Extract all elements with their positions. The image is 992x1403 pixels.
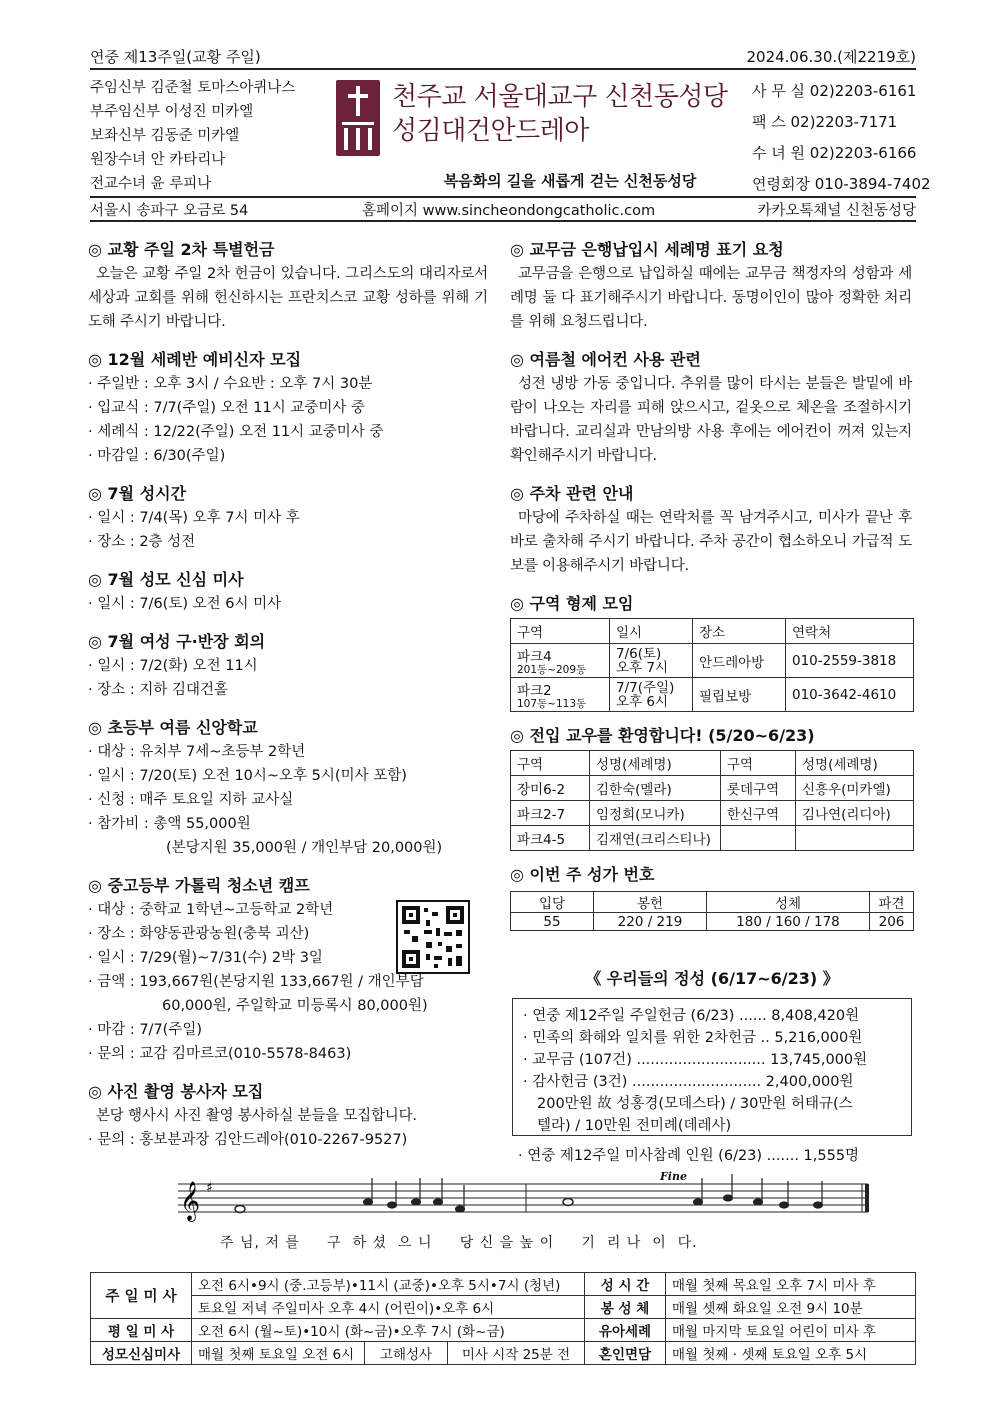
list-item: · 대상 : 유치부 7세~초등부 2학년 bbox=[88, 744, 306, 760]
list-item: (본당지원 35,000원 / 개인부담 20,000원) bbox=[166, 840, 443, 856]
list-item: 텔라) / 10만원 전미례(데레사) bbox=[537, 1118, 732, 1134]
section-body: 마당에 주차하실 때는 연락처를 꼭 남겨주시고, 미사가 끝난 후 바로 출차해 주시기 바랍니다. 주차 공간이 협소하오니 가급적 도보를 이용해주시기 바랍니다. bbox=[510, 510, 912, 574]
infant-baptism-value: 매월 마지막 토요일 어린이 미사 후 bbox=[666, 1319, 916, 1342]
church-name-line2: 성김대건안드레아 bbox=[392, 116, 589, 146]
section-title: ◎ 교무금 은행납입시 세례명 표기 요청 bbox=[510, 240, 784, 259]
table-cell: 010-3642-4610 bbox=[786, 678, 914, 712]
left-column bbox=[88, 238, 488, 1152]
svg-text:♯: ♯ bbox=[206, 1180, 213, 1196]
offerings-box bbox=[512, 998, 912, 1136]
section-title: ◎ 7월 성모 신심 미사 bbox=[88, 570, 244, 589]
fine-mark: Fine bbox=[660, 1170, 687, 1183]
list-item: · 금액 : 193,667원(본당지원 133,667원 / 개인부담 bbox=[88, 974, 424, 990]
list-item: · 연중 제12주일 주일헌금 (6/23) ...... 8,408,420원 bbox=[523, 1008, 860, 1024]
table-cell: 파크4 bbox=[517, 649, 552, 665]
table-row bbox=[91, 1319, 916, 1342]
sunday-mass-label: 주 일 미 사 bbox=[91, 1273, 192, 1319]
table-header: 파견 bbox=[870, 892, 914, 913]
attendance: · 연중 제12주일 미사참례 인원 (6/23) ....... 1,555명 bbox=[518, 1148, 860, 1164]
table-header: 구역 bbox=[721, 751, 796, 776]
table-cell: 신흥우(미카엘) bbox=[796, 776, 914, 801]
table-cell: 55 bbox=[511, 913, 594, 931]
section-title: ◎ 초등부 여름 신앙학교 bbox=[88, 718, 258, 737]
hymn-lyrics: 주 님, 저 를 구 하 셨 으 니 당 신 을 높 이 기 리 나 이 다. bbox=[220, 1235, 698, 1251]
table-cell: 206 bbox=[870, 913, 914, 931]
section-title: ◎ 12월 세례반 예비신자 모집 bbox=[88, 350, 302, 369]
section-title: ◎ 주차 관련 안내 bbox=[510, 484, 634, 503]
section-body: 성전 냉방 가동 중입니다. 추위를 많이 타시는 분들은 발밑에 바람이 나오는 자리를 피해 앉으시고, 겉옷으로 체온을 조절하시기 바랍니다. 교리실과 만남의방 사용 후에는 에어컨이 꺼져 있는지 확인해주시기 바랍니다. bbox=[510, 376, 912, 464]
infant-baptism-label: 유아세례 bbox=[585, 1319, 666, 1342]
clergy-item: 주임신부 김준철 토마스아퀴나스 bbox=[90, 80, 296, 96]
section-title: ◎ 구역 형제 모임 bbox=[510, 594, 634, 613]
issue-date: 2024.06.30.(제2219호) bbox=[746, 48, 916, 66]
sunday-mass-times: 오전 6시•9시 (중.고등부)•11시 (교중)•오후 5시•7시 (청년) bbox=[192, 1273, 585, 1296]
newcomer-table bbox=[510, 750, 914, 851]
section-body: 오늘은 교황 주일 2차 헌금이 있습니다. 그리스도의 대리자로서 세상과 교회를 위해 헌신하시는 프란치스코 교황 성하를 위해 기도해 주시기 바랍니다. bbox=[88, 266, 488, 330]
table-cell bbox=[721, 826, 796, 851]
marian-mass-value: 매월 첫째 토요일 오전 6시 bbox=[192, 1342, 365, 1365]
table-row bbox=[511, 644, 914, 678]
table-cell: 010-2559-3818 bbox=[786, 644, 914, 678]
section-title: ◎ 중고등부 가톨릭 청소년 캠프 bbox=[88, 876, 310, 895]
section-title: ◎ 7월 여성 구·반장 회의 bbox=[88, 632, 266, 651]
table-header: 성체 bbox=[707, 892, 870, 913]
marriage-label: 혼인면담 bbox=[585, 1342, 666, 1365]
district-meeting-table bbox=[510, 618, 914, 712]
table-header: 성명(세례명) bbox=[796, 751, 914, 776]
table-header: 성명(세례명) bbox=[590, 751, 721, 776]
qr-code-icon[interactable] bbox=[396, 900, 470, 974]
table-header-row bbox=[511, 751, 914, 776]
table-cell: 107동~113동 bbox=[517, 698, 587, 710]
list-item: · 세례식 : 12/22(주일) 오전 11시 교중미사 중 bbox=[88, 424, 384, 440]
table-row bbox=[511, 678, 914, 712]
section-title: ◎ 사진 촬영 봉사자 모집 bbox=[88, 1082, 264, 1101]
weekday-mass-times: 오전 6시 (월~토)•10시 (화~금)•오후 7시 (화~금) bbox=[192, 1319, 585, 1342]
table-cell: 201동~209동 bbox=[517, 664, 587, 676]
slogan: 복음화의 길을 새롭게 걷는 신천동성당 bbox=[443, 172, 697, 190]
clergy-item: 보좌신부 김동준 미카엘 bbox=[90, 128, 240, 144]
table-row bbox=[511, 826, 914, 851]
table-cell: 롯데구역 bbox=[721, 776, 796, 801]
list-item: · 입교식 : 7/7(주일) 오전 11시 교중미사 중 bbox=[88, 400, 365, 416]
confession-label: 고해성사 bbox=[365, 1342, 448, 1365]
list-item: · 교무금 (107건) ............................ 13,745,000원 bbox=[523, 1052, 868, 1068]
table-cell: 김나연(리디아) bbox=[796, 801, 914, 826]
saturday-mass-times: 토요일 저녁 주일미사 오후 4시 (어린이)•오후 6시 bbox=[192, 1296, 585, 1319]
holy-hour-label: 성 시 간 bbox=[585, 1273, 666, 1296]
list-item: · 장소 : 지하 김대건홀 bbox=[88, 682, 228, 698]
section-title: ◎ 여름철 에어컨 사용 관련 bbox=[510, 350, 701, 369]
address-bar bbox=[90, 196, 916, 222]
list-item: 60,000원, 주일학교 미등록시 80,000원) bbox=[162, 998, 428, 1014]
blessing-label: 봉 성 체 bbox=[585, 1296, 666, 1319]
music-staff bbox=[178, 1172, 872, 1234]
confession-value: 미사 시작 25분 전 bbox=[448, 1342, 585, 1365]
church-name bbox=[392, 80, 728, 148]
contact-convent: 수 녀 원 02)2203-6166 bbox=[752, 144, 917, 162]
table-cell: 파크4-5 bbox=[511, 826, 590, 851]
table-cell: 7/6(토) bbox=[616, 645, 662, 662]
table-cell: 필립보방 bbox=[693, 678, 786, 712]
table-cell: 파크2 bbox=[517, 683, 552, 699]
section-title: ◎ 이번 주 성가 번호 bbox=[510, 865, 655, 884]
table-cell bbox=[796, 826, 914, 851]
table-row bbox=[91, 1342, 916, 1365]
table-row bbox=[511, 801, 914, 826]
table-cell: 오후 6시 bbox=[616, 693, 669, 710]
clergy-list bbox=[90, 76, 330, 196]
table-header: 구역 bbox=[511, 751, 590, 776]
list-item: · 문의 : 교감 김마르코(010-5578-8463) bbox=[88, 1046, 352, 1062]
list-item: · 일시 : 7/4(목) 오후 7시 미사 후 bbox=[88, 510, 300, 526]
table-header: 장소 bbox=[693, 619, 786, 644]
table-row bbox=[91, 1273, 916, 1296]
section-body: 교무금을 은행으로 납입하실 때에는 교무금 책정자의 성함과 세례명 둘 다 표기해주시기 바랍니다. 동명이인이 많아 정확한 처리를 위해 요청드립니다. bbox=[510, 266, 912, 330]
list-item: · 장소 : 화양동관광농원(충북 괴산) bbox=[88, 926, 310, 942]
table-cell: 180 / 160 / 178 bbox=[707, 913, 870, 931]
clergy-item: 전교수녀 윤 루피나 bbox=[90, 176, 212, 192]
list-item: · 일시 : 7/20(토) 오전 10시~오후 5시(미사 포함) bbox=[88, 768, 407, 784]
table-cell: 한신구역 bbox=[721, 801, 796, 826]
table-row bbox=[511, 776, 914, 801]
table-cell: 7/7(주일) bbox=[616, 679, 675, 696]
table-header: 일시 bbox=[610, 619, 693, 644]
music-notes-icon bbox=[178, 1172, 872, 1234]
table-row bbox=[511, 913, 914, 931]
table-header-row bbox=[511, 619, 914, 644]
issue-header bbox=[90, 44, 916, 70]
list-item: · 감사헌금 (3건) ............................ 2,400,000원 bbox=[523, 1074, 854, 1090]
list-item: · 민족의 화해와 일치를 위한 2차헌금 .. 5,216,000원 bbox=[523, 1030, 863, 1046]
list-item: · 문의 : 홍보분과장 김안드레아(010-2267-9527) bbox=[88, 1132, 408, 1148]
offerings-title: 《 우리들의 정성 (6/17~6/23) 》 bbox=[585, 969, 839, 988]
contact-office: 사 무 실 02)2203-6161 bbox=[752, 82, 917, 100]
list-item: · 마감 : 7/7(주일) bbox=[88, 1022, 202, 1038]
clergy-item: 원장수녀 안 카타리나 bbox=[90, 152, 226, 168]
section-title: ◎ 교황 주일 2차 특별헌금 bbox=[88, 240, 275, 259]
list-item: · 일시 : 7/29(월)~7/31(수) 2박 3일 bbox=[88, 950, 323, 966]
table-header: 구역 bbox=[511, 619, 610, 644]
blessing-value: 매월 셋째 화요일 오전 9시 10분 bbox=[666, 1296, 916, 1319]
list-item: · 신청 : 매주 토요일 지하 교사실 bbox=[88, 792, 294, 808]
holy-hour-value: 매월 첫째 목요일 오후 7시 미사 후 bbox=[666, 1273, 916, 1296]
table-header-row bbox=[511, 892, 914, 913]
contact-funeral: 연령회장 010-3894-7402 bbox=[752, 175, 931, 193]
section-title: ◎ 전입 교우를 환영합니다! (5/20~6/23) bbox=[510, 726, 815, 745]
list-item: · 대상 : 중학교 1학년~고등학교 2학년 bbox=[88, 902, 334, 918]
table-cell: 장미6-2 bbox=[511, 776, 590, 801]
table-header: 봉헌 bbox=[594, 892, 707, 913]
table-header: 입당 bbox=[511, 892, 594, 913]
list-item: · 일시 : 7/6(토) 오전 6시 미사 bbox=[88, 596, 282, 612]
table-cell: 220 / 219 bbox=[594, 913, 707, 931]
table-cell: 안드레아방 bbox=[693, 644, 786, 678]
list-item: · 참가비 : 총액 55,000원 bbox=[88, 816, 251, 832]
section-body: 본당 행사시 사진 촬영 봉사하실 분들을 모집합니다. bbox=[96, 1108, 417, 1124]
contact-fax: 팩 스 02)2203-7171 bbox=[752, 113, 898, 131]
table-cell: 파크2-7 bbox=[511, 801, 590, 826]
svg-text:𝄞: 𝄞 bbox=[180, 1181, 201, 1221]
homepage-link[interactable]: 홈페이지 www.sincheondongcatholic.com bbox=[362, 203, 656, 219]
table-cell: 임정희(모니카) bbox=[590, 801, 721, 826]
table-row bbox=[91, 1296, 916, 1319]
liturgical-week: 연중 제13주일(교황 주일) bbox=[90, 48, 261, 66]
weekday-mass-label: 평 일 미 사 bbox=[91, 1319, 192, 1342]
list-item: · 주일반 : 오후 3시 / 수요반 : 오후 7시 30분 bbox=[88, 376, 373, 392]
list-item: · 일시 : 7/2(화) 오전 11시 bbox=[88, 658, 258, 674]
kakao-channel: 카카오톡채널 신천동성당 bbox=[757, 203, 916, 219]
table-cell: 김한숙(멜라) bbox=[590, 776, 721, 801]
contact-list bbox=[752, 76, 931, 200]
list-item: · 마감일 : 6/30(주일) bbox=[88, 448, 226, 464]
table-cell: 오후 7시 bbox=[616, 659, 669, 676]
section-title: ◎ 7월 성시간 bbox=[88, 484, 187, 503]
marriage-value: 매월 첫째 · 셋째 토요일 오후 5시 bbox=[666, 1342, 916, 1365]
church-logo bbox=[336, 80, 380, 156]
list-item: · 장소 : 2층 성전 bbox=[88, 534, 196, 550]
table-cell: 김재연(크리스티나) bbox=[590, 826, 721, 851]
clergy-item: 부주임신부 이성진 미카엘 bbox=[90, 104, 254, 120]
marian-mass-label: 성모신심미사 bbox=[91, 1342, 192, 1365]
mass-schedule-table bbox=[90, 1272, 916, 1365]
list-item: 200만원 故 성홍경(모데스타) / 30만원 허태규(스 bbox=[537, 1096, 853, 1112]
address: 서울시 송파구 오금로 54 bbox=[90, 203, 249, 219]
cross-icon bbox=[336, 80, 380, 156]
right-column bbox=[510, 238, 912, 931]
church-name-line1: 천주교 서울대교구 신천동성당 bbox=[392, 82, 728, 112]
table-header: 연락처 bbox=[786, 619, 914, 644]
hymn-number-table bbox=[510, 891, 914, 931]
